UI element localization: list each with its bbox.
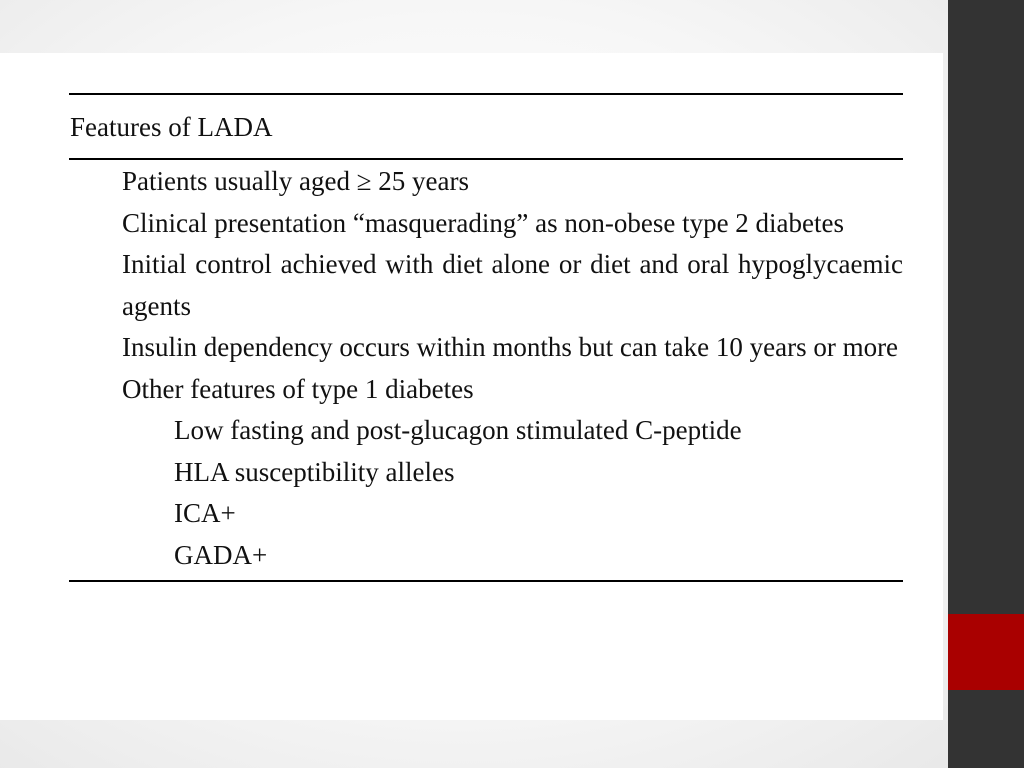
feature-row-other-features: Other features of type 1 diabetes [122,373,474,404]
sidebar-accent-block [948,614,1024,690]
feature-row-age: Patients usually aged ≥ 25 years [122,166,469,196]
feature-row-presentation: Clinical presentation “masquerading” as non-obese type 2 diabetes [122,207,845,238]
subfeature-row-c-peptide: Low fasting and post-glucagon stimulated C-peptide [174,415,742,445]
subfeature-row-hla: HLA susceptibility alleles [174,456,455,487]
table-title: Features of LADA [70,112,273,142]
subfeature-row-ica: ICA+ [174,498,236,528]
feature-row-insulin-dependency: Insulin dependency occurs within months but can take 10 years or more [122,332,899,362]
lada-features-table [69,93,903,582]
table-bottom-rule [69,580,903,582]
feature-row-initial-control: Initial control achieved with diet alone or diet and oral hypoglycaemic agents [122,249,903,321]
table-body [69,160,903,580]
subfeature-row-gada: GADA+ [174,539,268,570]
